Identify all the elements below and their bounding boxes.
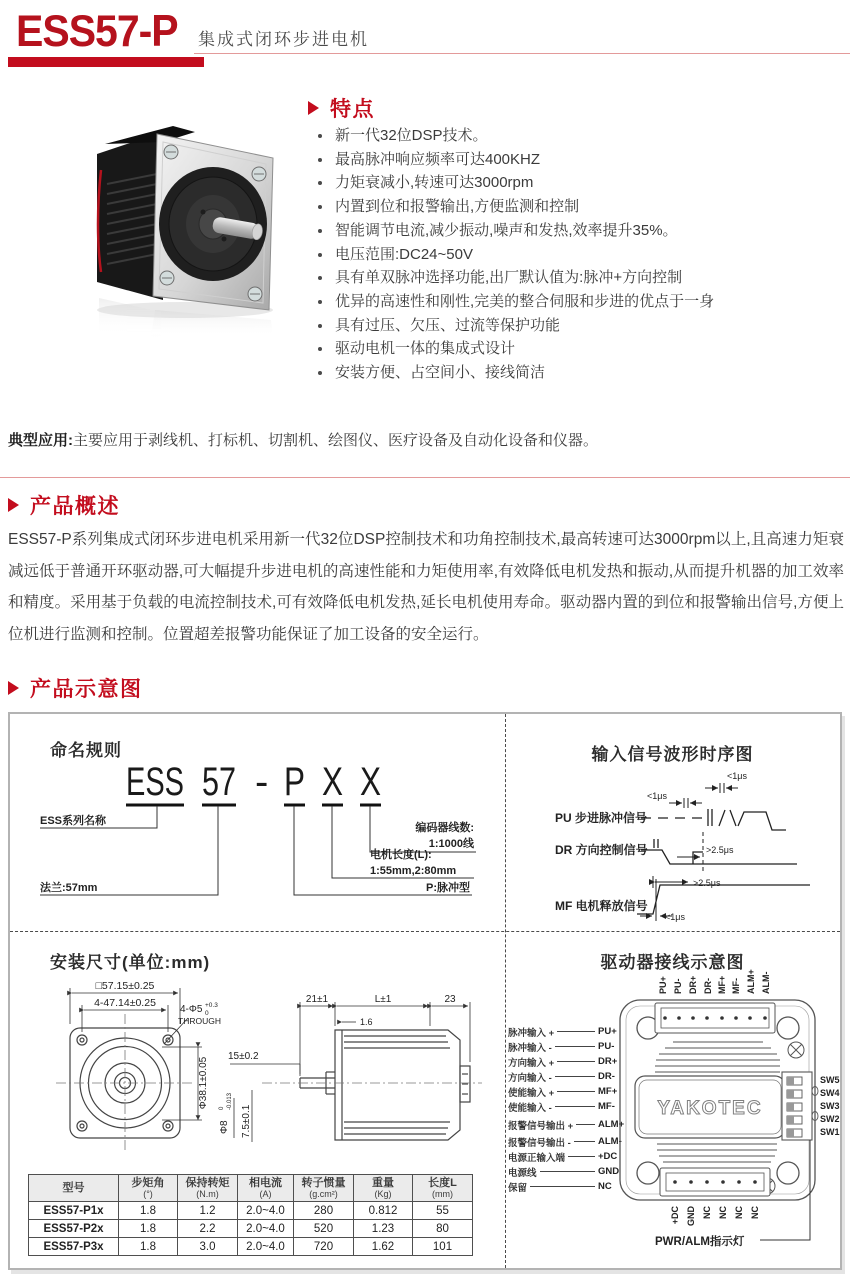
dim-bolt-tol-top: +0.3: [205, 1002, 218, 1009]
wiring-row: 电源正输入端 +DC: [508, 1151, 618, 1164]
heatsink-fins-top: [655, 1042, 780, 1072]
svg-text:GND: GND: [686, 1206, 696, 1226]
cell: 520: [294, 1220, 354, 1238]
dim-bolt-tol-bot: 0: [205, 1010, 209, 1017]
bullet-icon: [318, 253, 322, 257]
list-item: [318, 314, 842, 338]
bottom-connector: [660, 1168, 770, 1196]
list-item: [318, 195, 842, 219]
pu-annotations: [647, 771, 747, 801]
annotation: <1μs: [727, 771, 747, 781]
typical-application: [8, 430, 844, 452]
svg-text:MF-: MF-: [731, 978, 741, 994]
cell: 720: [294, 1238, 354, 1256]
col-header-inertia: 转子惯量 (g.cm²): [294, 1175, 354, 1202]
feature-text: 新一代32位DSP技术。: [335, 127, 488, 144]
side-dim-lines: [230, 1002, 470, 1142]
col-header-model: 型号: [29, 1175, 119, 1202]
svg-text:ALM-: ALM-: [761, 971, 771, 994]
side-dim-text: [219, 994, 456, 1138]
feature-text: 内置到位和报警输出,方便监测和控制: [335, 198, 580, 216]
length-label-2: 1:55mm,2:80mm: [370, 865, 457, 877]
cell: 2.0~4.0: [238, 1220, 294, 1238]
top-connector: [655, 1003, 775, 1033]
logo-underline-bar: [8, 57, 204, 67]
section-marker-icon: [308, 101, 319, 115]
svg-text:SW5: SW5: [820, 1075, 840, 1085]
pu-annotation-marks: [669, 783, 738, 808]
annotation: <1μs: [647, 791, 667, 801]
dim-16: 1.6: [360, 1017, 373, 1027]
timing-diagram: [507, 764, 840, 926]
table-row: [29, 1238, 473, 1256]
wiring-row: 脉冲输入 + PU+: [508, 1026, 617, 1039]
mf-waveform: [637, 879, 810, 921]
dim-bolt: 4-Φ5: [180, 1004, 203, 1015]
application-label: 典型应用:: [8, 432, 73, 449]
front-centerlines: [56, 1014, 194, 1152]
svg-text:SW3: SW3: [820, 1101, 840, 1111]
bullet-icon: [318, 181, 322, 185]
wiring-row: 方向输入 - DR-: [508, 1071, 615, 1084]
wiring-row: 报警信号输出 - ALM-: [508, 1136, 622, 1149]
cell: 101: [413, 1238, 473, 1256]
dim-shaft: Φ8: [219, 1120, 230, 1134]
section-marker-icon: [8, 681, 19, 695]
svg-text:SW4: SW4: [820, 1088, 840, 1098]
bullet-icon: [318, 324, 322, 328]
cell: 280: [294, 1202, 354, 1220]
cell: 1.62: [354, 1238, 413, 1256]
section-overview: [8, 490, 120, 520]
svg-text:NC: NC: [750, 1206, 760, 1219]
svg-text:DR+: DR+: [688, 975, 698, 994]
dip-labels: [820, 1075, 840, 1137]
feature-text: 优异的高速性和刚性,完美的整合伺服和步进的优点于一身: [335, 292, 715, 310]
header-rule: [194, 53, 850, 54]
cell: 2.2: [178, 1220, 238, 1238]
table-row: [29, 1220, 473, 1238]
dim-holes: 4-47.14±0.25: [94, 997, 156, 1009]
section-divider: [0, 477, 850, 478]
feature-text: 安装方便、占空间小、接线简洁: [335, 364, 546, 382]
wiring-title: 驱动器接线示意图: [600, 953, 745, 972]
cell: 1.8: [119, 1220, 178, 1238]
page-title: 集成式闭环步进电机: [198, 30, 369, 49]
list-item: [318, 243, 842, 267]
flange-label: 法兰:57mm: [40, 882, 98, 894]
col-header-length: 长度L (mm): [413, 1175, 473, 1202]
feature-text: 具有过压、欠压、过流等保护功能: [335, 316, 561, 334]
dim-shaft-tol-bot: -0.013: [227, 1092, 233, 1110]
dr-label: DR 方向控制信号: [555, 843, 648, 857]
overview-text: ESS57-P系列集成式闭环步进电机采用新一代32位DSP控制技术和功角控制技术,最高转速可达3000rpm以上,且高速力矩衰减远低于普通开环驱动器,可大幅提升步进电机的高速性能和力矩使用率,有效降低电机发热和振动,从而提升机器的加工效率和精度。采用基于负载的电流控制技术,可有效降低电机发热,延长电机使用寿命。驱动器内置的到位和报警输出信号,方便上位机进行监测和控制。位置超差报警功能保证了加工设备的安全运行。: [8, 531, 844, 643]
svg-text:P: P: [284, 760, 305, 804]
features-list: [318, 124, 842, 385]
svg-text:SW1: SW1: [820, 1127, 840, 1137]
mounting-drawings: [12, 966, 504, 1171]
dim-23: 23: [444, 994, 456, 1005]
brand-plate: [635, 1076, 785, 1138]
wiring-row: 方向输入 + DR+: [508, 1056, 618, 1069]
dim-through: THROUGH: [178, 1016, 221, 1026]
pulse-label: P:脉冲型: [426, 882, 470, 894]
col-header-step-angle: 步矩角 (°): [119, 1175, 178, 1202]
dim-pilot: Φ38.1±0.05: [198, 1056, 209, 1110]
feature-text: 力矩衰减小,转速可达3000rpm: [335, 174, 534, 192]
encoder-label-2: 1:1000线: [428, 838, 474, 850]
schematic-box: [8, 712, 842, 1270]
cell-model: ESS57-P1x: [29, 1202, 119, 1220]
cell: 55: [413, 1202, 473, 1220]
mounting-title: 安装尺寸(单位:mm): [50, 953, 211, 972]
brand-text: YAKOTEC: [657, 1098, 763, 1119]
naming-diagram: [12, 744, 502, 934]
svg-text:ALM+: ALM+: [746, 969, 756, 994]
svg-text:PU-: PU-: [673, 978, 683, 994]
list-item: [318, 266, 842, 290]
svg-text:NC: NC: [734, 1206, 744, 1219]
list-item: [318, 361, 842, 385]
series-label: ESS系列名称: [40, 815, 107, 827]
driver-drawing: [505, 964, 840, 1266]
cell: 3.0: [178, 1238, 238, 1256]
list-item: [318, 337, 842, 361]
list-item: [318, 124, 842, 148]
list-item: [318, 171, 842, 195]
wiring-row: 使能输入 - MF-: [508, 1101, 615, 1114]
feature-text: 驱动电机一体的集成式设计: [335, 340, 516, 358]
cell: 0.812: [354, 1202, 413, 1220]
wiring-row: 报警信号输出 + ALM+: [508, 1119, 625, 1132]
schematic-title: 产品示意图: [30, 678, 143, 701]
pu-waveform: [641, 809, 786, 830]
svg-text:MF+: MF+: [717, 975, 727, 994]
cell: 1.8: [119, 1202, 178, 1220]
annotation: >2.5μs: [706, 845, 734, 855]
wiring-row: 使能输入 + MF+: [508, 1086, 618, 1099]
list-item: [318, 219, 842, 243]
cell: 80: [413, 1220, 473, 1238]
mf-label: MF 电机释放信号: [555, 899, 648, 913]
spec-table: [28, 1174, 473, 1256]
bullet-icon: [318, 134, 322, 138]
bullet-icon: [318, 347, 322, 351]
cell: 1.2: [178, 1202, 238, 1220]
features-title: 特点: [330, 98, 375, 121]
motor-faceplate: [153, 134, 273, 310]
bullet-icon: [318, 300, 322, 304]
naming-title: 命名规则: [50, 741, 122, 760]
signal-labels: [555, 810, 648, 913]
section-features: [308, 93, 375, 123]
product-photo: [45, 112, 300, 337]
svg-text:X: X: [360, 760, 381, 804]
bullet-icon: [318, 158, 322, 162]
section-marker-icon: [8, 498, 19, 512]
col-header-torque: 保持转矩 (N.m): [178, 1175, 238, 1202]
application-text: 主要应用于剥线机、打标机、切割机、绘图仪、医疗设备及自动化设备和仪器。: [73, 432, 599, 449]
bullet-icon: [318, 371, 322, 375]
pu-label: PU 步进脉冲信号: [555, 811, 648, 825]
cell: 2.0~4.0: [238, 1238, 294, 1256]
dim-shaft-tol-top: 0: [219, 1106, 225, 1110]
cell: 1.23: [354, 1220, 413, 1238]
wiring-row: 电源线 GND: [508, 1166, 620, 1179]
indicator-label: PWR/ALM指示灯: [655, 1236, 745, 1248]
svg-text:57: 57: [202, 760, 236, 804]
dip-switch-block: [782, 1072, 818, 1140]
svg-text:ESS: ESS: [126, 760, 184, 804]
svg-text:X: X: [322, 760, 343, 804]
timing-title: 输入信号波形时序图: [591, 745, 754, 764]
bullet-icon: [318, 276, 322, 280]
bullet-icon: [318, 205, 322, 209]
col-header-weight: 重量 (Kg): [354, 1175, 413, 1202]
annotation: >2.5μs: [693, 878, 721, 888]
table-row: [29, 1202, 473, 1220]
list-item: [318, 148, 842, 172]
feature-text: 电压范围:DC24~50V: [335, 245, 473, 263]
cell-model: ESS57-P2x: [29, 1220, 119, 1238]
cell-model: ESS57-P3x: [29, 1238, 119, 1256]
dim-15: 15±0.2: [228, 1051, 259, 1062]
cell: 2.0~4.0: [238, 1202, 294, 1220]
svg-text:-: -: [255, 760, 269, 804]
svg-text:+DC: +DC: [670, 1206, 680, 1225]
front-dim-text: [94, 980, 221, 1109]
svg-text:SW2: SW2: [820, 1114, 840, 1124]
side-view: [300, 1030, 470, 1140]
model-code: [126, 760, 381, 804]
brand-logo: ESS57-P: [16, 6, 178, 56]
dim-21: 21±1: [305, 994, 329, 1005]
svg-text:NC: NC: [718, 1206, 728, 1219]
wiring-row: 脉冲输入 - PU-: [508, 1041, 615, 1054]
svg-text:PU+: PU+: [658, 976, 668, 994]
col-header-current: 相电流 (A): [238, 1175, 294, 1202]
naming-labels: [40, 813, 475, 894]
bullet-icon: [318, 229, 322, 233]
dim-75: 7.5±0.1: [241, 1104, 252, 1138]
annotation: <1μs: [665, 912, 685, 922]
heatsink-fins-bottom: [657, 1144, 777, 1162]
cell: 1.8: [119, 1238, 178, 1256]
overview-title: 产品概述: [30, 495, 120, 518]
dim-square: □57.15±0.25: [95, 980, 155, 992]
section-schematic: [8, 673, 143, 703]
list-item: [318, 290, 842, 314]
table-header-row: [29, 1175, 473, 1202]
encoder-label-1: 编码器线数:: [415, 822, 474, 834]
length-label-1: 电机长度(L):: [370, 849, 432, 861]
feature-text: 智能调节电流,减少振动,噪声和发热,效率提升35%。: [335, 221, 678, 239]
svg-text:NC: NC: [702, 1206, 712, 1219]
feature-text: 最高脉冲响应频率可达400KHZ: [335, 150, 541, 168]
wiring-row: 保留 NC: [508, 1181, 612, 1194]
dim-L: L±1: [374, 994, 392, 1005]
bottom-pin-labels: [670, 1206, 760, 1227]
top-pin-labels: [658, 969, 771, 994]
feature-text: 具有单双脉冲选择功能,出厂默认值为:脉冲+方向控制: [335, 269, 683, 287]
svg-text:DR-: DR-: [703, 978, 713, 994]
